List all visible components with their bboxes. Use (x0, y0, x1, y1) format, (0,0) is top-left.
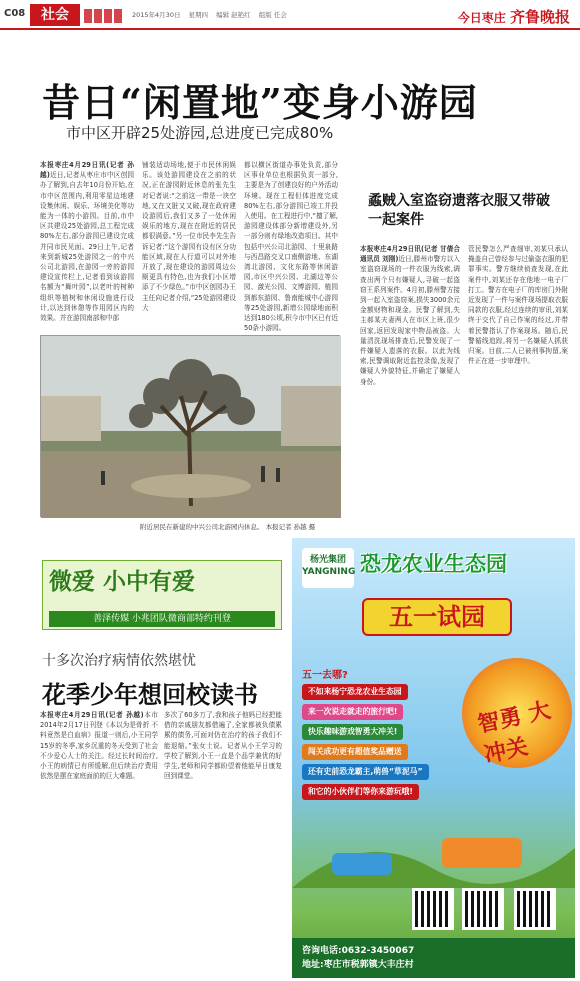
farm-ad-banner: 五一试园 (362, 598, 512, 636)
side-col-1: 本报枣庄4月29日讯(记者 甘倩合 通讯员 刘刚)近日,滕州市警方以入室盗窃现场的一件衣服为线索,调查出两个只有嫌疑人,寻破一起盗窃王系列案件。4月初,滕州警方接到一起入室盗窃案,损失3000余元金额财物和现金。民警了解到,失主郝某夫妻两人在市区上班,很少回家,返回发现家中物品被盗。大量清洗现场排查后,民警发现了一件嫌疑人遗落的衣服。以此为线索,民警调取附近监控录像,发现了嫌疑人外貌特征,并确定了嫌疑人身份。 (360, 245, 460, 386)
story2-col-1: 本报枣庄4月29日讯(记者 孙越)本市2014年2月17日刊登《本以为是骨折 不料竟然是白血病》报道一则后,小王同学15岁的冬季,家乡沉重的冬天受到了社会不少爱心人士的关注。经过长时间治疗,小王的病情已有所缓解,但后续治疗费用依然是摆在家庭面前的巨大难题。 (40, 711, 158, 781)
lead-subhead: 市中区开辟25处游园,总进度已完成80% (66, 124, 334, 142)
issue-weekday: 星期四 (188, 11, 209, 19)
farm-ad-item: 来一次说走就走的旅行吧! (302, 704, 403, 720)
masthead (0, 0, 580, 30)
farm-ad-question: 五一去哪? (302, 670, 348, 681)
farm-ad-phone: 咨询电话:0632-3450067 (302, 946, 415, 956)
story2-col-2: 多次了60多万了,我和孩子他妈已经把能借的亲戚朋友都借遍了,全家都被负债累累的债务,可面对仍在治疗的孩子我们不能退缩。”张女士说。记者从小王学习的学校了解到,小王一直是个品学兼优的好学生,老师和同学都盼望着他能早日康复回到课堂。 (164, 711, 282, 781)
farm-ad-address: 地址:枣庄市税郭镇大丰庄村 (302, 960, 414, 970)
farm-ad-item: 闯关成功更有超值奖品赠送 (302, 744, 408, 760)
farm-ad-item: 快乐趣味游戏智勇大冲关! (302, 724, 403, 740)
lead-headline: 昔日“闲置地”变身小游园 (42, 80, 478, 125)
side-headline: 蟊贼入室盗窃遗落衣服又带破一起案件 (368, 193, 550, 228)
park-photo (40, 335, 340, 517)
page-number: C08 (4, 8, 26, 19)
farm-ad-item: 不如来杨宁恐龙农业生态园 (302, 684, 408, 700)
lead-col-2: 铺装适动场地,便于市民休闲娱乐。该处游园建设在之前的状况,正在游园附近休息的张先生对记者说:“之前这一带是一块空地,又在又脏又又破,现在政府建设游园后,我们又多了一处休闲娱乐的地方,现在在附近的居民都很满意。”另一位市民李先生告诉记者:“这个游园有设有区分功能区域,现在人行道可以对外地开放了,现在建设的游园周边公厕更具有特色,也为我们小区增添了不少绿色。”市中区创园办王主任向记者介绍,“25处游园建设大 (142, 161, 236, 312)
farm-ad-logo: 杨光集团 YANGNING (302, 548, 354, 588)
side-col-2: 管民警怎么严查细审,刘某只承认掩盖自己曾经参与过偷盗衣服的犯罪事实。警方继续侦查发现,在此案件中,刘某还存在他地一电子厂打工。警方在电子厂的库房门外附近发现了一件与案件现场提取衣服同款的衣服,经过连续的审讯,刘某终于交代了自己作案的经过,并带着民警指认了作案现场。随后,民警循线追踪,将另一名嫌疑人抓获归案。目前,二人已被刑事拘留,案件正在进一步审理中。 (468, 245, 568, 366)
lead-col-3: 都以横区街道办事处负责,部分区事业单位也根据负责一部分,主要是为了创建良好的户外活动环境。现在工程但体进度完成80%左右,部分游园已竣工并投入使用。在工程进行中,“擅了解,游园建设体部分新增建设外,另一部分则有绿地改造项目。其中包括中兴公司北游园、十里泉路与西昌路交叉口南侧游地、东湖湾北游园、文化东路等休闲游园,市区中兴公园、北湖边等公园、激光公园、文博游园、植园到都东游园、鲁南能城中心游园等25处游园,新增公园绿地面积达到180公顷,积今市中区已有近50条小游园。 (244, 161, 338, 333)
wechat-ad-tagline: 善泽传媒 小兆团队微商部特约刊登 (49, 611, 275, 627)
farm-ad-footer (292, 938, 575, 978)
section-tag: 社会 (30, 4, 80, 26)
wechat-ad-title: 微爱 小中有爱 (49, 569, 196, 595)
farm-ad-title: 恐龙农业生态园 (360, 552, 507, 576)
issue-meta (132, 10, 293, 19)
farm-ad-item: 还有史前恐龙霸主,萌兽“草泥马” (302, 764, 429, 780)
farm-ad (292, 538, 575, 978)
qr-code-2 (462, 888, 504, 930)
qr-code-1 (412, 888, 454, 930)
editor: 编辑 赵艳红 (216, 11, 251, 19)
issue-date: 2015年4月30日 (132, 11, 181, 19)
brand-logo: 今日枣庄 齐鲁晚报 (457, 8, 570, 26)
story2-kicker: 十多次治疗病情依然堪忧 (42, 653, 196, 669)
farm-ad-item: 和它的小伙伴们等你来游玩哦! (302, 784, 419, 800)
layout-editor: 组版 任会 (258, 11, 287, 19)
qr-code-3 (514, 888, 556, 930)
decor-bars (84, 8, 124, 27)
burst-text: 智勇 大冲关 (475, 698, 553, 769)
lead-col-1: 本报枣庄4月29日讯(记者 孙越)近日,记者从枣庄市中区创园办了解到,自去年10月份开始,在市中区范围内,利用零星边地建设集休闲、娱乐、环境美化等功能为一体的小游园。目前,市中区共建设25处游园,总工程完成80%左右,部分游园已建设完成并同市民见面。29日上午,记者来到新城25处游园之一的中兴公司北游园,在游园一旁的游园建设宣传栏上,记者看到该游园名额为“舞叶园”,以老叶的树种组织等植树和休闲设施进行设计,以达到休憩等作用园区内的效果。并在游园南部和中部 (40, 161, 134, 323)
photo-caption: 附近居民在新建的中兴公司北游园内休息。 本报记者 孙越 摄 (140, 523, 316, 531)
story2-headline: 花季少年想回校读书 (42, 680, 258, 709)
playground-graphic (292, 808, 575, 888)
wechat-ad (42, 560, 282, 630)
